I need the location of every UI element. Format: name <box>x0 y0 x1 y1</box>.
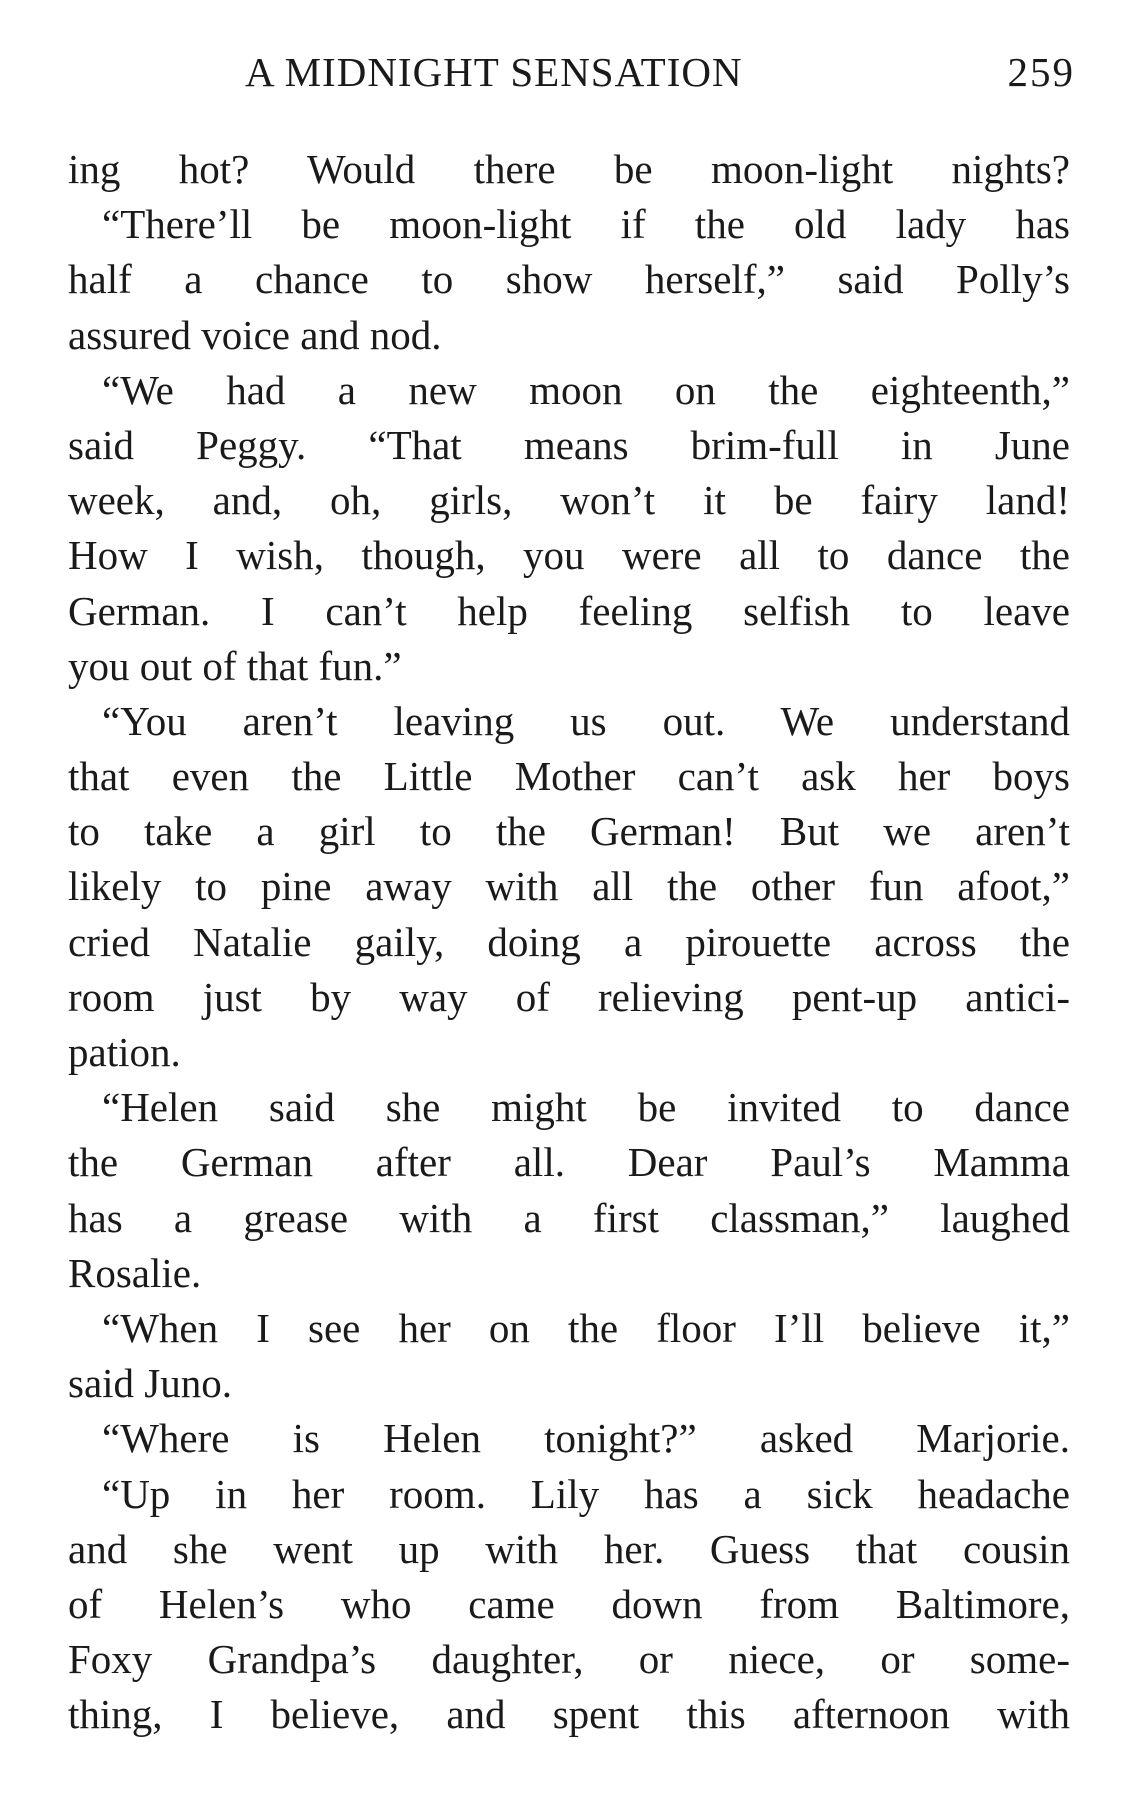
text-line: “Helen said she might be invited to dance <box>102 1084 1070 1131</box>
text-line: Foxy Grandpa’s daughter, or niece, or some- <box>68 1636 1070 1683</box>
text-line: room just by way of relieving pent-up antici- <box>68 973 1070 1020</box>
text-line: week, and, oh, girls, won’t it be fairy land! <box>68 477 1070 524</box>
text-line: half a chance to show herself,” said Polly’s <box>68 256 1070 303</box>
body-text <box>68 142 1070 1742</box>
text-line: “We had a new moon on the eighteenth,” <box>102 366 1070 413</box>
text-line: that even the Little Mother can’t ask her boys <box>68 753 1070 800</box>
chapter-title: A MIDNIGHT SENSATION <box>245 49 743 95</box>
text-line: likely to pine away with all the other fun afoot,” <box>68 863 1070 910</box>
text-line: German. I can’t help feeling selfish to leave <box>68 587 1070 634</box>
text-line: said Peggy. “That means brim-full in June <box>68 421 1070 468</box>
text-line: pation. <box>68 1029 181 1075</box>
text-line: ing hot? Would there be moon-light nights? <box>68 146 1070 192</box>
text-line: has a grease with a first classman,” laughed <box>68 1194 1070 1241</box>
text-line: and she went up with her. Guess that cousin <box>68 1525 1070 1572</box>
text-line: “Up in her room. Lily has a sick headache <box>102 1470 1070 1517</box>
text-line: of Helen’s who came down from Baltimore, <box>68 1580 1070 1627</box>
text-line: to take a girl to the German! But we aren’t <box>68 808 1070 855</box>
text-line: thing, I believe, and spent this afternoon with <box>68 1691 1070 1738</box>
text-line: “Where is Helen tonight?” asked Marjorie. <box>102 1415 1070 1462</box>
text-line: How I wish, though, you were all to dance the <box>68 532 1070 579</box>
text-line: you out of that fun.” <box>68 642 402 689</box>
page-number: 259 <box>1007 49 1075 95</box>
text-line: “There’ll be moon-light if the old lady has <box>102 201 1070 248</box>
text-line: cried Natalie gaily, doing a pirouette across the <box>68 918 1070 965</box>
text-line: said Juno. <box>68 1360 232 1407</box>
running-head <box>245 48 1075 108</box>
text-line: Rosalie. <box>68 1249 202 1296</box>
text-line: the German after all. Dear Paul’s Mamma <box>68 1139 1070 1186</box>
text-line: “When I see her on the floor I’ll believe it,” <box>102 1304 1070 1351</box>
text-line: “You aren’t leaving us out. We understand <box>102 697 1070 744</box>
text-line: assured voice and nod. <box>68 311 442 358</box>
